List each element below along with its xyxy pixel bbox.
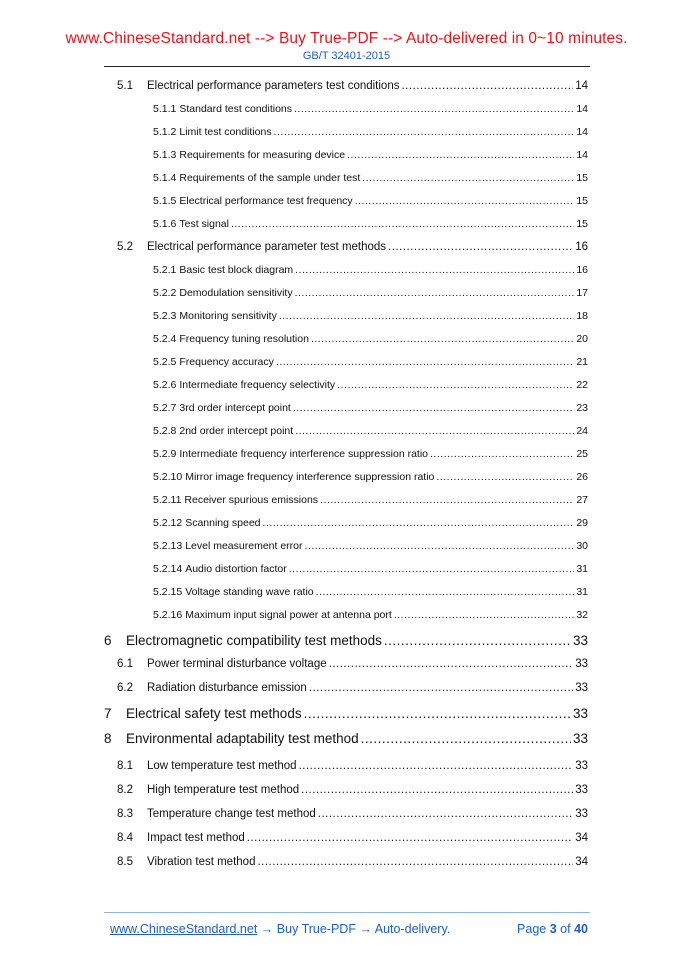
dot-leader — [279, 310, 575, 322]
toc-entry[interactable] — [153, 264, 588, 276]
toc-entry[interactable] — [104, 633, 588, 648]
toc-entry-number: 8.5 — [117, 856, 133, 868]
toc-entry-number: 8.1 — [117, 760, 133, 772]
toc-entry-number: 5.2.7 — [153, 402, 177, 414]
dot-leader — [293, 402, 574, 414]
toc-entry-number: 6 — [104, 633, 112, 648]
toc-entry-page: 31 — [576, 563, 588, 575]
toc-entry-page: 34 — [575, 856, 588, 868]
toc-entry-number: 5.2.12 — [153, 517, 183, 529]
dot-leader — [257, 856, 573, 868]
dot-leader — [384, 633, 571, 648]
dot-leader — [318, 808, 573, 820]
toc-entry-number: 5.2.10 — [153, 471, 183, 483]
toc-entry-title: Scanning speed — [185, 517, 261, 529]
toc-entry-number: 8 — [104, 731, 112, 746]
footer-delivery-text: Auto-delivery. — [374, 922, 451, 936]
toc-entry[interactable] — [104, 731, 588, 746]
dot-leader — [301, 784, 573, 796]
toc-entry-title: Electromagnetic compatibility test methods — [126, 633, 382, 648]
toc-entry-number: 5.2.15 — [153, 586, 183, 598]
toc-entry-page: 33 — [572, 706, 588, 721]
toc-entry-number: 5.1.5 — [153, 195, 177, 207]
page-total: 40 — [574, 922, 588, 936]
footer-divider — [104, 912, 590, 913]
toc-entry-page: 15 — [576, 218, 588, 230]
toc-entry[interactable] — [153, 126, 588, 138]
toc-entry-page: 14 — [575, 80, 588, 92]
dot-leader — [299, 760, 574, 772]
toc-entry[interactable] — [117, 80, 588, 92]
toc-entry[interactable] — [153, 149, 588, 161]
toc-entry-title: Maximum input signal power at antenna port — [185, 609, 392, 621]
header-banner[interactable]: www.ChineseStandard.net --> Buy True-PDF --> Auto-delivered in 0~10 minutes. — [65, 30, 628, 47]
toc-entry-title: Low temperature test method — [147, 760, 297, 772]
dot-leader — [311, 333, 574, 345]
dot-leader — [295, 264, 574, 276]
toc-entry-page: 32 — [576, 609, 588, 621]
toc-entry-number: 5.2.9 — [153, 448, 177, 460]
toc-entry-page: 21 — [576, 356, 588, 368]
toc-entry[interactable] — [153, 356, 588, 368]
toc-entry-number: 5.1.4 — [153, 172, 177, 184]
toc-entry-title: Temperature change test method — [147, 808, 316, 820]
toc-entry-title: Electrical performance parameters test conditions — [147, 80, 400, 92]
toc-entry-page: 22 — [576, 379, 588, 391]
toc-entry-title: Power terminal disturbance voltage — [147, 658, 327, 670]
toc-entry-title: Demodulation sensitivity — [179, 287, 293, 299]
toc-entry-page: 17 — [576, 287, 588, 299]
dot-leader — [305, 540, 575, 552]
toc-entry-page: 14 — [576, 126, 588, 138]
toc-entry[interactable] — [153, 195, 588, 207]
toc-entry-title: Impact test method — [147, 832, 245, 844]
dot-leader — [316, 586, 575, 598]
toc-entry-title: Intermediate frequency selectivity — [179, 379, 336, 391]
toc-entry-title: Voltage standing wave ratio — [185, 586, 314, 598]
dot-leader — [295, 425, 574, 437]
toc-entry-page: 16 — [576, 264, 588, 276]
toc-entry-number: 5.2.8 — [153, 425, 177, 437]
header-divider — [104, 66, 590, 67]
toc-entry[interactable] — [153, 402, 588, 414]
dot-leader — [320, 494, 574, 506]
dot-leader — [274, 126, 575, 138]
toc-entry-number: 8.2 — [117, 784, 133, 796]
toc-entry-page: 33 — [572, 633, 588, 648]
toc-entry-number: 5.1.3 — [153, 149, 177, 161]
toc-entry-number: 5.2.2 — [153, 287, 177, 299]
toc-entry-page: 18 — [576, 310, 588, 322]
toc-entry-page: 16 — [575, 241, 588, 253]
toc-entry-title: Frequency tuning resolution — [179, 333, 309, 345]
toc-entry-page: 33 — [575, 760, 588, 772]
toc-entry-page: 33 — [575, 658, 588, 670]
toc-entry[interactable] — [153, 425, 588, 437]
toc-entry-page: 14 — [576, 149, 588, 161]
toc-entry-page: 15 — [576, 195, 588, 207]
toc-entry-title: Intermediate frequency interference suppression ratio — [179, 448, 428, 460]
toc-entry[interactable] — [153, 103, 588, 115]
toc-entry-title: Receiver spurious emissions — [184, 494, 319, 506]
toc-entry-page: 29 — [576, 517, 588, 529]
dot-leader — [430, 448, 574, 460]
toc-entry[interactable] — [117, 241, 588, 253]
dot-leader — [304, 706, 571, 721]
toc-entry-number: 5.2.13 — [153, 540, 183, 552]
toc-entry[interactable] — [117, 760, 588, 772]
page-word: Page — [517, 922, 547, 936]
arrow-icon: → — [260, 922, 274, 936]
toc-entry[interactable] — [117, 856, 588, 868]
toc-entry-page: 26 — [576, 471, 588, 483]
footer — [110, 922, 590, 936]
dot-leader — [347, 149, 574, 161]
dot-leader — [276, 356, 574, 368]
toc-entry-title: Mirror image frequency interference suppression ratio — [185, 471, 435, 483]
toc-entry[interactable] — [153, 494, 588, 506]
toc-entry-page: 34 — [575, 832, 588, 844]
toc-entry-page: 33 — [572, 731, 588, 746]
toc-entry-title: Requirements of the sample under test — [179, 172, 361, 184]
toc-entry-title: Environmental adaptability test method — [126, 731, 359, 746]
toc-entry[interactable] — [104, 706, 588, 721]
of-word: of — [560, 922, 571, 936]
toc-entry-number: 6.1 — [117, 658, 133, 670]
toc-entry-page: 20 — [576, 333, 588, 345]
dot-leader — [263, 517, 575, 529]
toc-entry-title: Audio distortion factor — [185, 563, 287, 575]
toc-entry-title: Monitoring sensitivity — [179, 310, 277, 322]
toc-entry[interactable] — [153, 333, 588, 345]
toc-entry[interactable] — [153, 586, 588, 598]
toc-entry-number: 5.1.1 — [153, 103, 177, 115]
dot-leader — [401, 80, 573, 92]
toc-entry-page: 27 — [576, 494, 588, 506]
toc-entry-title: Electrical safety test methods — [126, 706, 302, 721]
toc-entry-title: Standard test conditions — [179, 103, 293, 115]
dot-leader — [309, 682, 573, 694]
toc-entry-title: 2nd order intercept point — [179, 425, 294, 437]
toc-entry-number: 5.2.14 — [153, 563, 183, 575]
toc-entry-number: 5.2.16 — [153, 609, 183, 621]
toc-entry-number: 5.2 — [117, 241, 133, 253]
toc-entry[interactable] — [153, 172, 588, 184]
toc-entry-number: 7 — [104, 706, 112, 721]
toc-entry-number: 5.2.3 — [153, 310, 177, 322]
toc-entry-number: 5.1.6 — [153, 218, 177, 230]
toc-entry[interactable] — [117, 682, 588, 694]
toc-entry[interactable] — [153, 218, 588, 230]
toc-entry-page: 24 — [576, 425, 588, 437]
toc-entry-title: Electrical performance test frequency — [179, 195, 353, 207]
dot-leader — [231, 218, 574, 230]
toc-entry[interactable] — [153, 609, 588, 621]
toc-entry-title: 3rd order intercept point — [179, 402, 291, 414]
dot-leader — [394, 609, 574, 621]
dot-leader — [361, 731, 571, 746]
toc-entry-number: 5.2.4 — [153, 333, 177, 345]
toc-entry[interactable] — [153, 563, 588, 575]
toc-entry[interactable] — [117, 832, 588, 844]
toc-entry-number: 6.2 — [117, 682, 133, 694]
toc-entry-number: 8.4 — [117, 832, 133, 844]
toc-entry-title: Level measurement error — [185, 540, 303, 552]
dot-leader — [295, 287, 575, 299]
dot-leader — [289, 563, 575, 575]
toc-entry-number: 8.3 — [117, 808, 133, 820]
toc-entry-page: 33 — [575, 808, 588, 820]
footer-link[interactable]: www.ChineseStandard.net — [110, 922, 258, 936]
toc-entry[interactable] — [153, 379, 588, 391]
toc-entry-page: 31 — [576, 586, 588, 598]
toc-entry[interactable] — [153, 471, 588, 483]
toc-entry[interactable] — [153, 448, 588, 460]
toc-entry-title: High temperature test method — [147, 784, 300, 796]
footer-buy-text: Buy True-PDF — [276, 922, 356, 936]
toc-entry[interactable] — [117, 808, 588, 820]
toc-entry-title: Limit test conditions — [179, 126, 272, 138]
toc-entry[interactable] — [153, 287, 588, 299]
toc-entry-number: 5.2.6 — [153, 379, 177, 391]
page-indicator — [517, 922, 588, 936]
dot-leader — [355, 195, 575, 207]
dot-leader — [294, 103, 574, 115]
toc-entry-title: Vibration test method — [147, 856, 256, 868]
dot-leader — [337, 379, 574, 391]
toc-entry-number: 5.2.5 — [153, 356, 177, 368]
toc-entry-page: 30 — [576, 540, 588, 552]
arrow-icon: → — [359, 922, 372, 936]
toc-entry-number: 5.2.11 — [153, 494, 182, 506]
toc-entry[interactable] — [153, 310, 588, 322]
toc-entry-page: 14 — [576, 103, 588, 115]
toc-entry[interactable] — [153, 517, 588, 529]
toc-entry-title: Radiation disturbance emission — [147, 682, 307, 694]
toc-entry-number: 5.1.2 — [153, 126, 177, 138]
toc-entry[interactable] — [117, 784, 588, 796]
toc-entry-page: 25 — [576, 448, 588, 460]
dot-leader — [362, 172, 574, 184]
toc-entry-title: Test signal — [179, 218, 229, 230]
toc-entry[interactable] — [153, 540, 588, 552]
toc-entry-title: Frequency accuracy — [179, 356, 274, 368]
toc-entry[interactable] — [117, 658, 588, 670]
toc-entry-title: Basic test block diagram — [179, 264, 294, 276]
toc-entry-page: 15 — [576, 172, 588, 184]
dot-leader — [329, 658, 574, 670]
page-current: 3 — [549, 922, 557, 936]
toc-entry-number: 5.2.1 — [153, 264, 177, 276]
toc-entry-title: Electrical performance parameter test methods — [147, 241, 387, 253]
dot-leader — [436, 471, 574, 483]
dot-leader — [247, 832, 573, 844]
toc-entry-page: 33 — [575, 784, 588, 796]
toc-entry-title: Requirements for measuring device — [179, 149, 346, 161]
standard-number: GB/T 32401-2015 — [302, 50, 391, 62]
toc-entry-number: 5.1 — [117, 80, 133, 92]
dot-leader — [388, 241, 573, 253]
toc-entry-page: 33 — [575, 682, 588, 694]
toc-entry-page: 23 — [576, 402, 588, 414]
